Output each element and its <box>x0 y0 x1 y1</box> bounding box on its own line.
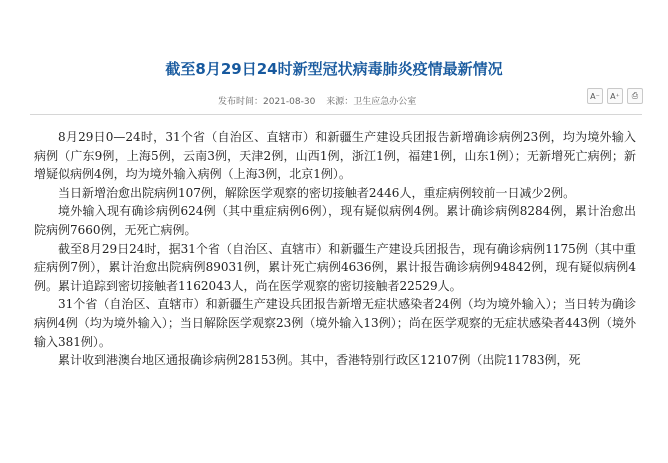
paragraph: 31个省（自治区、直辖市）和新疆生产建设兵团报告新增无症状感染者24例（均为境外输入）；当日转为确诊病例4例（均为境外输入）；当日解除医学观察23例（境外输入13例）；尚在医学观察的无症状感染者443例（境外输入381例）。 <box>34 297 636 349</box>
article-toolbar <box>587 88 643 104</box>
font-decrease-button[interactable]: A⁻ <box>587 88 603 104</box>
publish-time: 发布时间：2021-08-30 <box>218 97 316 107</box>
paragraph: 境外输入现有确诊病例624例（其中重症病例6例），现有疑似病例4例。累计确诊病例8284例，累计治愈出院病例7660例，无死亡病例。 <box>34 204 636 237</box>
article-title: 截至8月29日24时新型冠状病毒肺炎疫情最新情况 <box>165 60 503 78</box>
paragraph: 累计收到港澳台地区通报确诊病例28153例。其中，香港特别行政区12107例（出院11783例，死 <box>58 353 581 368</box>
article-meta <box>218 94 424 107</box>
paragraph: 当日新增治愈出院病例107例，解除医学观察的密切接触者2446人，重症病例较前一日减少2例。 <box>58 185 576 200</box>
print-icon[interactable]: ⎙ <box>627 88 643 104</box>
article-source: 来源：卫生应急办公室 <box>326 97 417 107</box>
article-body <box>34 128 636 370</box>
header-divider <box>30 114 642 115</box>
paragraph: 8月29日0—24时，31个省（自治区、直辖市）和新疆生产建设兵团报告新增确诊病例23例，均为境外输入病例（广东9例，上海5例，云南3例，天津2例，山西1例，浙江1例，福建1例，山东1例）；无新增死亡病例；新增疑似病例4例，均为境外输入病例（上海3例，北京1例）。 <box>34 130 636 182</box>
paragraph: 截至8月29日24时，据31个省（自治区、直辖市）和新疆生产建设兵团报告，现有确诊病例1175例（其中重症病例7例），累计治愈出院病例89031例，累计死亡病例4636例，累计报告确诊病例94842例，现有疑似病例4例。累计追踪到密切接触者1162043人，尚在医学观察的密切接触者22529人。 <box>34 241 636 293</box>
font-increase-button[interactable]: A⁺ <box>607 88 623 104</box>
